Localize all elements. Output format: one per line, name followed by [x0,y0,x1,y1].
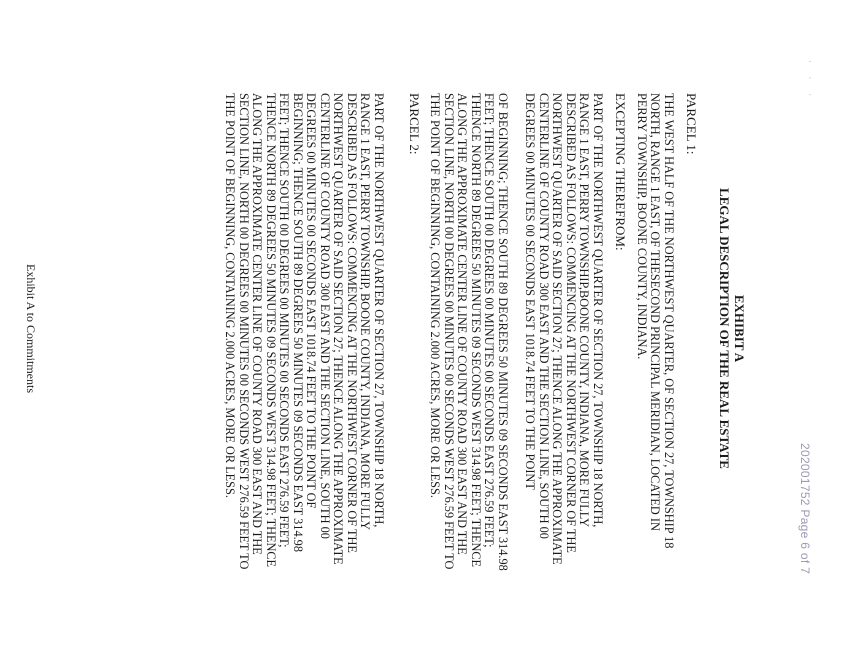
text-line: OF BEGINNING; THENCE SOUTH 89 DEGREES 50 MINUTES 09 SECONDS EAST 314.98 [496,93,510,571]
text-line: DESCRIBED AS FOLLOWS: COMMENCING AT THE NORTHWEST CORNER OF THE [345,93,359,553]
parcel-1-description [635,93,676,593]
text-line: ALONG THE APPROXIMATE CENTER LINE OF COUNTY ROAD 300 EAST AND THE [250,93,265,555]
excepting-heading: EXCEPTING THEREFROM: [613,93,628,251]
text-line: DESCRIBED AS FOLLOWS: COMMENCING AT THE NORTHWEST CORNER OF THE [564,93,578,553]
text-line: DEGREES 00 MINUTES 00 SECONDS EAST 1018.74 FEET TO THE POINT [523,93,538,490]
exception-description [523,93,604,593]
text-line: RANGE 1 EAST, PERRY TOWNSHIP, BOONE COUNTY, INDIANA, MORE FULLY [358,93,373,531]
page-footer: Exhibit A to Commitments [24,263,38,393]
parcel-2-heading: PARCEL 2: [407,93,422,155]
text-line: NORTHWEST QUARTER OF SAID SECTION 27; THENCE ALONG THE APPROXIMATE [550,93,565,565]
scan-specks: · · · [805,60,814,102]
text-line: CENTERLINE OF COUNTY ROAD 300 EAST AND THE SECTION LINE, SOUTH 00 [318,93,332,539]
text-line: PART OF THE NORTHWEST QUARTER OF SECTION 27, TOWNSHIP 18 NORTH, [591,93,605,528]
text-line: SECTION LINE, NORTH 00 DEGREES 00 MINUTES 00 SECONDS WEST 276.59 FEET TO [442,93,456,570]
text-line: NORTH, RANGE 1 EAST, OF THESECOND PRINCIPAL MERIDIAN, LOCATED IN [648,93,663,531]
text-line: CENTERLINE OF COUNTY ROAD 300 EAST AND THE SECTION LINE, SOUTH 00 [537,93,551,539]
text-line: PERRY TOWNSHIP, BOONE COUNTY, INDIANA. [635,93,649,360]
text-line: PART OF THE NORTHWEST QUARTER OF SECTION 27, TOWNSHIP 18 NORTH, [372,93,386,528]
text-line: THENCE NORTH 89 DEGREES 50 MINUTES 09 SECONDS WEST 314.98 FEET; THENCE [469,93,483,568]
point-of-beginning-description [428,93,509,593]
text-line: RANGE 1 EAST, PERRY TOWNSHIP,BOONE COUNTY, INDIANA, MORE FULLY [577,93,592,527]
parcel-1-heading: PARCEL 1: [684,93,699,155]
parcel-2-description [223,93,385,593]
text-line: THE POINT OF BEGINNING, CONTAINING 2.000 ACRES, MORE OR LESS. [428,93,443,498]
text-line: NORTHWEST QUARTER OF SAID SECTION 27; THENCE ALONG THE APPROXIMATE [331,93,346,565]
text-line: FEET; THENCE SOUTH 00 DEGREES 00 MINUTES 00 SECONDS EAST 276.59 FEET; [482,93,497,548]
text-line: SECTION LINE, NORTH 00 DEGREES 00 MINUTES 00 SECONDS WEST 276.59 FEET TO [237,93,251,570]
text-line: ALONG THE APPROXIMATE CENTER LINE OF COUNTY ROAD 300 EAST AND THE [455,93,470,555]
text-line: THE POINT OF BEGINNING, CONTAINING 2.000 ACRES, MORE OR LESS. [223,93,238,498]
exhibit-title: EXHIBIT A [732,294,747,363]
text-line: BEGINNING; THENCE SOUTH 89 DEGREES 50 MINUTES 09 SECONDS EAST 314.98 [291,93,305,552]
text-line: DEGREES 00 MINUTES 00 SECONDS EAST 1018.74 FEET TO THE POINT OF [304,93,319,509]
recording-stamp: 202001752 Page 6 of 7 [798,443,812,575]
text-line: THENCE NORTH 89 DEGREES 50 MINUTES 09 SECONDS WEST 314.98 FEET; THENCE [264,93,278,568]
exhibit-subtitle: LEGAL DESCRIPTION OF THE REAL ESTATE [717,188,732,469]
text-line: THE WEST HALF OF THE NORTHWEST QUARTER, OF SECTION 27, TOWNSHIP 18 [662,93,676,549]
text-line: FEET; THENCE SOUTH 00 DEGREES 00 MINUTES 00 SECONDS EAST 276.59 FEET; [277,93,292,548]
